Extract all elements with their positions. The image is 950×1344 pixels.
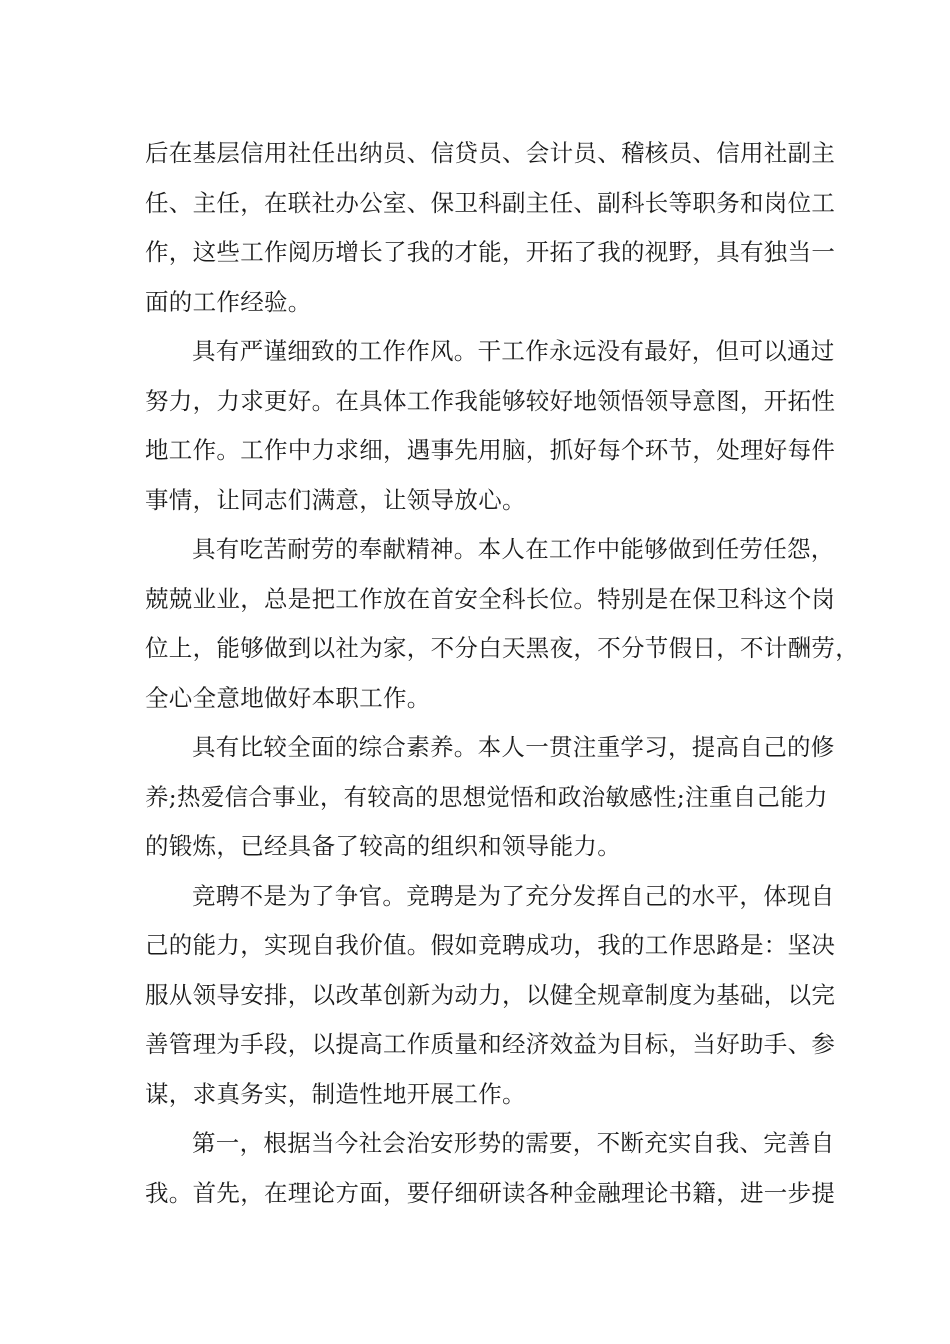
- text-line: 作，这些工作阅历增长了我的才能，开拓了我的视野，具有独当一: [145, 238, 836, 266]
- text-line: 全心全意地做好本职工作。: [145, 683, 431, 712]
- document-body: [145, 129, 859, 1218]
- text-line: 服从领导安排，以改革创新为动力，以健全规章制度为基础，以完: [145, 980, 836, 1009]
- text-line: 我。首先，在理论方面，要仔细研读各种金融理论书籍，进一步提: [145, 1178, 836, 1207]
- text-line: 养;热爱信合事业，有较高的思想觉悟和政治敏感性;注重自己能力: [145, 782, 828, 811]
- paragraph-first-line: 具有吃苦耐劳的奉献精神。本人在工作中能够做到任劳任怨，: [192, 535, 835, 563]
- text-line: 地工作。工作中力求细，遇事先用脑，抓好每个环节，处理好每件: [145, 436, 836, 464]
- text-line: 的锻炼，已经具备了较高的组织和领导能力。: [145, 832, 621, 860]
- paragraph-first-line: 竞聘不是为了争官。竞聘是为了充分发挥自己的水平，体现自: [192, 881, 835, 910]
- text-line: 位上，能够做到以社为家，不分白天黑夜，不分节假日，不计酬劳，: [145, 634, 859, 662]
- text-line: 事情，让同志们满意，让领导放心。: [145, 485, 526, 514]
- text-line: 努力，力求更好。在具体工作我能够较好地领悟领导意图，开拓性: [145, 386, 836, 415]
- text-line: 善管理为手段，以提高工作质量和经济效益为目标，当好助手、参: [145, 1030, 836, 1058]
- text-line: 任、主任，在联社办公室、保卫科副主任、副科长等职务和岗位工: [145, 188, 836, 217]
- paragraph-first-line: 具有比较全面的综合素养。本人一贯注重学习，提高自己的修: [192, 733, 835, 761]
- text-line: 谋，求真务实，制造性地开展工作。: [145, 1079, 526, 1108]
- paragraph-first-line: 第一，根据当今社会治安形势的需要，不断充实自我、完善自: [192, 1129, 835, 1157]
- text-line: 己的能力，实现自我价值。假如竞聘成功，我的工作思路是：坚决: [145, 931, 836, 959]
- text-line: 面的工作经验。: [145, 287, 312, 316]
- text-line: 后在基层信用社任出纳员、信贷员、会计员、稽核员、信用社副主: [145, 139, 836, 167]
- paragraph-first-line: 具有严谨细致的工作作风。干工作永远没有最好，但可以通过: [192, 337, 835, 365]
- text-line: 兢兢业业，总是把工作放在首安全科长位。特别是在保卫科这个岗: [145, 584, 836, 613]
